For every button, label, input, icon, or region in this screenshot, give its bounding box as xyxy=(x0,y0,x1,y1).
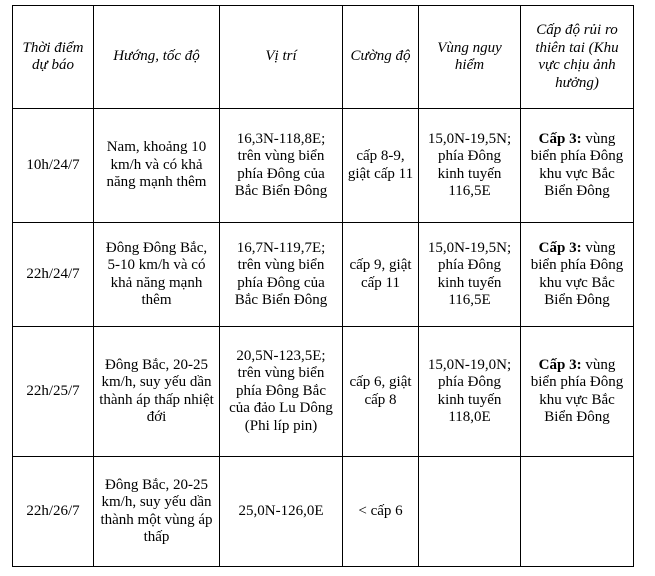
forecast-table xyxy=(12,5,634,567)
cell-danger-zone: 15,0N-19,5N; phía Đông kinh tuyến 116,5E xyxy=(419,109,521,223)
cell-intensity: cấp 8-9, giật cấp 11 xyxy=(343,109,419,223)
cell-risk xyxy=(521,327,634,457)
cell-intensity: cấp 9, giật cấp 11 xyxy=(343,223,419,327)
cell-direction: Nam, khoảng 10 km/h và có khả năng mạnh thêm xyxy=(94,109,220,223)
header-danger-zone: Vùng nguy hiểm xyxy=(419,6,521,109)
cell-time: 22h/25/7 xyxy=(13,327,94,457)
risk-area-text: vùng biển phía Đông khu vực Bắc Biển Đông xyxy=(530,239,624,308)
cell-danger-zone xyxy=(419,457,521,567)
cell-position: 25,0N-126,0E xyxy=(220,457,343,567)
risk-level-label: Cấp 3: xyxy=(538,130,582,147)
cell-risk xyxy=(521,457,634,567)
cell-position: 16,3N-118,8E; trên vùng biển phía Đông của Bắc Biển Đông xyxy=(220,109,343,223)
risk-level-label: Cấp 3: xyxy=(538,356,582,373)
table-row xyxy=(13,109,634,223)
header-direction-speed: Hướng, tốc độ xyxy=(94,6,220,109)
cell-time: 22h/24/7 xyxy=(13,223,94,327)
risk-level-label: Cấp 3: xyxy=(538,239,582,256)
cell-direction: Đông Bắc, 20-25 km/h, suy yếu dần thành áp thấp nhiệt đới xyxy=(94,327,220,457)
cell-intensity: < cấp 6 xyxy=(343,457,419,567)
cell-intensity: cấp 6, giật cấp 8 xyxy=(343,327,419,457)
cell-time: 22h/26/7 xyxy=(13,457,94,567)
cell-risk xyxy=(521,109,634,223)
cell-time: 10h/24/7 xyxy=(13,109,94,223)
cell-danger-zone: 15,0N-19,0N; phía Đông kinh tuyến 118,0E xyxy=(419,327,521,457)
cell-risk xyxy=(521,223,634,327)
risk-area-text: vùng biển phía Đông khu vực Bắc Biển Đông xyxy=(530,356,624,425)
cell-danger-zone: 15,0N-19,5N; phía Đông kinh tuyến 116,5E xyxy=(419,223,521,327)
table-row xyxy=(13,223,634,327)
header-intensity: Cường độ xyxy=(343,6,419,109)
cell-position: 20,5N-123,5E; trên vùng biển phía Đông Bắc của đảo Lu Dông (Phi líp pin) xyxy=(220,327,343,457)
table-header-row xyxy=(13,6,634,109)
header-forecast-time: Thời điểm dự báo xyxy=(13,6,94,109)
risk-area-text: vùng biển phía Đông khu vực Bắc Biển Đông xyxy=(530,130,624,199)
table-row xyxy=(13,457,634,567)
cell-direction: Đông Bắc, 20-25 km/h, suy yếu dần thành một vùng áp thấp xyxy=(94,457,220,567)
header-risk-level: Cấp độ rủi ro thiên tai (Khu vực chịu ảnh hưởng) xyxy=(521,6,634,109)
cell-position: 16,7N-119,7E; trên vùng biển phía Đông của Bắc Biển Đông xyxy=(220,223,343,327)
cell-direction: Đông Đông Bắc, 5-10 km/h và có khả năng mạnh thêm xyxy=(94,223,220,327)
table-row xyxy=(13,327,634,457)
header-position: Vị trí xyxy=(220,6,343,109)
